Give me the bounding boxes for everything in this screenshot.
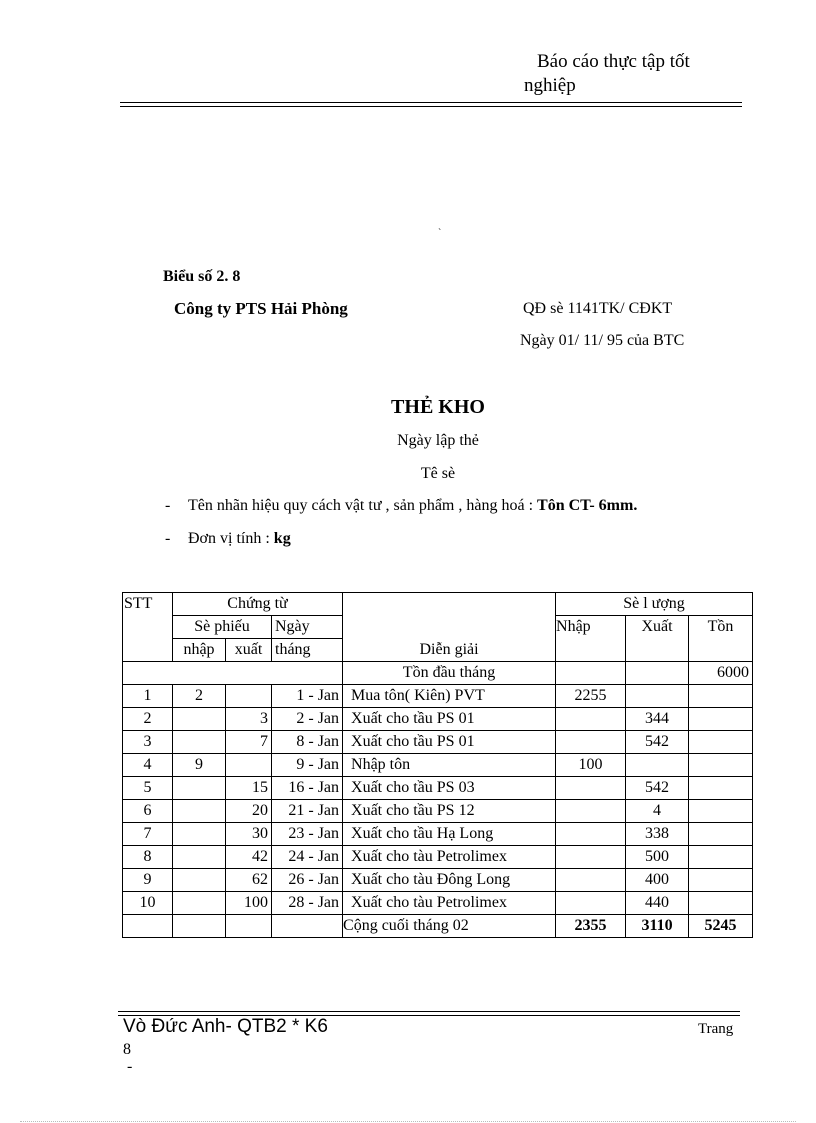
cell-nhap-no	[173, 869, 226, 892]
cell-xuat-no: 3	[226, 708, 272, 731]
cell-ton	[689, 869, 753, 892]
cell-nhap	[556, 846, 626, 869]
cell-stt: 5	[123, 777, 173, 800]
cell-stt: 1	[123, 685, 173, 708]
cell-nhap	[556, 708, 626, 731]
stock-card-table	[122, 592, 753, 938]
form-label: Biểu số 2. 8	[163, 268, 241, 285]
cell-xuat-no	[226, 685, 272, 708]
cell-date: 8 - Jan	[272, 731, 343, 754]
cell-stt: 6	[123, 800, 173, 823]
cell-stt: 3	[123, 731, 173, 754]
opening-xuat	[626, 662, 689, 685]
cell-nhap-no	[173, 892, 226, 915]
cell-xuat: 542	[626, 777, 689, 800]
table-row	[123, 869, 753, 892]
cell-nhap	[556, 777, 626, 800]
cell-ton	[689, 777, 753, 800]
cell-nhap	[556, 731, 626, 754]
cell-xuat-no: 100	[226, 892, 272, 915]
cell-xuat: 4	[626, 800, 689, 823]
cell-ton	[689, 754, 753, 777]
cell-nhap	[556, 869, 626, 892]
header-col-ton: Tồn	[689, 616, 753, 662]
cell-xuat-no	[226, 754, 272, 777]
stray-mark: `	[438, 228, 442, 239]
cell-nhap: 100	[556, 754, 626, 777]
cell-xuat-no: 42	[226, 846, 272, 869]
cell-nhap-no	[173, 708, 226, 731]
cell-stt: 8	[123, 846, 173, 869]
cell-xuat-no: 15	[226, 777, 272, 800]
cell-xuat	[626, 754, 689, 777]
opening-nhap	[556, 662, 626, 685]
item-spec-label: Tên nhãn hiệu quy cách vật tư , sản phẩm , hàng hoá :	[188, 497, 534, 514]
table-row	[123, 823, 753, 846]
total-label: Cộng cuối tháng 02	[343, 915, 556, 938]
cell-desc: Xuất cho tầu PS 01	[343, 731, 556, 754]
unit-line	[188, 530, 291, 548]
header-col-xuat: Xuất	[626, 616, 689, 662]
cell-ton	[689, 731, 753, 754]
company-name: Công ty PTS Hải Phòng	[174, 299, 348, 318]
card-sheet-line: Tê sè	[420, 465, 456, 482]
table-row	[123, 800, 753, 823]
cell-nhap	[556, 823, 626, 846]
header-dien-giai: Diễn giải	[343, 593, 556, 662]
header-so-luong: Sè l ượng	[556, 593, 753, 616]
cell-stt: 2	[123, 708, 173, 731]
cell-nhap-no	[173, 800, 226, 823]
table-row	[123, 777, 753, 800]
cell-desc: Xuất cho tàu Petrolimex	[343, 846, 556, 869]
table-row	[123, 685, 753, 708]
total-xuat: 3110	[626, 915, 689, 938]
cell-ton	[689, 846, 753, 869]
cell-xuat-no: 7	[226, 731, 272, 754]
header-rule	[120, 102, 742, 103]
cell-ton	[689, 685, 753, 708]
opening-label: Tồn đầu tháng	[343, 662, 556, 685]
cell-xuat: 400	[626, 869, 689, 892]
cell-date: 24 - Jan	[272, 846, 343, 869]
cell-nhap-no	[173, 777, 226, 800]
total-blank	[226, 915, 272, 938]
bullet-marker: -	[165, 530, 171, 547]
total-blank	[123, 915, 173, 938]
cell-ton	[689, 892, 753, 915]
report-title-line1: Báo cáo thực tập tốt	[537, 51, 690, 72]
cell-desc: Xuất cho tầu PS 12	[343, 800, 556, 823]
unit-label: Đơn vị tính :	[188, 530, 270, 547]
cell-stt: 9	[123, 869, 173, 892]
cell-desc: Xuất cho tầu PS 01	[343, 708, 556, 731]
total-blank	[272, 915, 343, 938]
cell-xuat-no: 62	[226, 869, 272, 892]
cell-date: 1 - Jan	[272, 685, 343, 708]
cell-nhap-no	[173, 846, 226, 869]
cell-ton	[689, 800, 753, 823]
footer-dash: -	[127, 1058, 133, 1075]
item-spec-line	[188, 497, 637, 515]
decision-number: QĐ sè 1141TK/ CĐKT	[523, 300, 673, 317]
header-nhap: nhập	[173, 639, 226, 662]
cell-nhap-no	[173, 823, 226, 846]
footer-page-number: 8	[123, 1041, 131, 1058]
footer-author: Vò Đức Anh- QTB2 * K6	[123, 1016, 328, 1037]
cell-ton	[689, 708, 753, 731]
header-chung-tu: Chứng từ	[173, 593, 343, 616]
cell-xuat: 542	[626, 731, 689, 754]
cell-desc: Xuất cho tầu Hạ Long	[343, 823, 556, 846]
cell-xuat: 440	[626, 892, 689, 915]
cell-stt: 7	[123, 823, 173, 846]
total-ton: 5245	[689, 915, 753, 938]
cell-date: 2 - Jan	[272, 708, 343, 731]
opening-ton: 6000	[689, 662, 753, 685]
card-date-line: Ngày lập thẻ	[397, 432, 479, 449]
header-xuat: xuất	[226, 639, 272, 662]
cell-stt: 4	[123, 754, 173, 777]
header-stt: STT	[123, 593, 173, 662]
cell-desc: Mua tôn( Kiên) PVT	[343, 685, 556, 708]
cell-xuat: 338	[626, 823, 689, 846]
cell-stt: 10	[123, 892, 173, 915]
cell-nhap: 2255	[556, 685, 626, 708]
cell-xuat-no: 20	[226, 800, 272, 823]
card-title: THẺ KHO	[391, 396, 485, 418]
cell-date: 9 - Jan	[272, 754, 343, 777]
cell-nhap-no: 2	[173, 685, 226, 708]
cell-desc: Xuất cho tầu PS 03	[343, 777, 556, 800]
cell-xuat: 344	[626, 708, 689, 731]
cell-xuat	[626, 685, 689, 708]
cell-nhap	[556, 892, 626, 915]
header-so-phieu: Sè phiếu	[173, 616, 272, 639]
footer-page-label: Trang	[698, 1021, 734, 1037]
header-ngay: Ngày	[272, 616, 343, 639]
header-col-nhap: Nhập	[556, 616, 626, 662]
total-blank	[173, 915, 226, 938]
bullet-marker: -	[165, 497, 171, 514]
table-row	[123, 846, 753, 869]
table-row	[123, 892, 753, 915]
cell-desc: Xuất cho tàu Petrolimex	[343, 892, 556, 915]
report-title-line2: nghiệp	[524, 75, 576, 96]
cell-date: 28 - Jan	[272, 892, 343, 915]
unit-value: kg	[273, 530, 291, 547]
cell-nhap-no	[173, 731, 226, 754]
table-row	[123, 731, 753, 754]
cell-date: 16 - Jan	[272, 777, 343, 800]
decision-date: Ngày 01/ 11/ 95 của BTC	[520, 332, 685, 349]
cell-ton	[689, 823, 753, 846]
footer-rule	[118, 1011, 740, 1012]
cell-nhap-no: 9	[173, 754, 226, 777]
cell-xuat-no: 30	[226, 823, 272, 846]
item-spec-value: Tôn CT- 6mm.	[537, 497, 638, 514]
cell-nhap	[556, 800, 626, 823]
total-nhap: 2355	[556, 915, 626, 938]
table-row	[123, 708, 753, 731]
header-thang: tháng	[272, 639, 343, 662]
page-edge	[20, 1121, 796, 1122]
opening-blank	[123, 662, 343, 685]
cell-date: 26 - Jan	[272, 869, 343, 892]
cell-desc: Nhập tôn	[343, 754, 556, 777]
cell-xuat: 500	[626, 846, 689, 869]
cell-desc: Xuất cho tàu Đông Long	[343, 869, 556, 892]
cell-date: 23 - Jan	[272, 823, 343, 846]
table-row	[123, 754, 753, 777]
cell-date: 21 - Jan	[272, 800, 343, 823]
header-rule	[120, 106, 742, 107]
